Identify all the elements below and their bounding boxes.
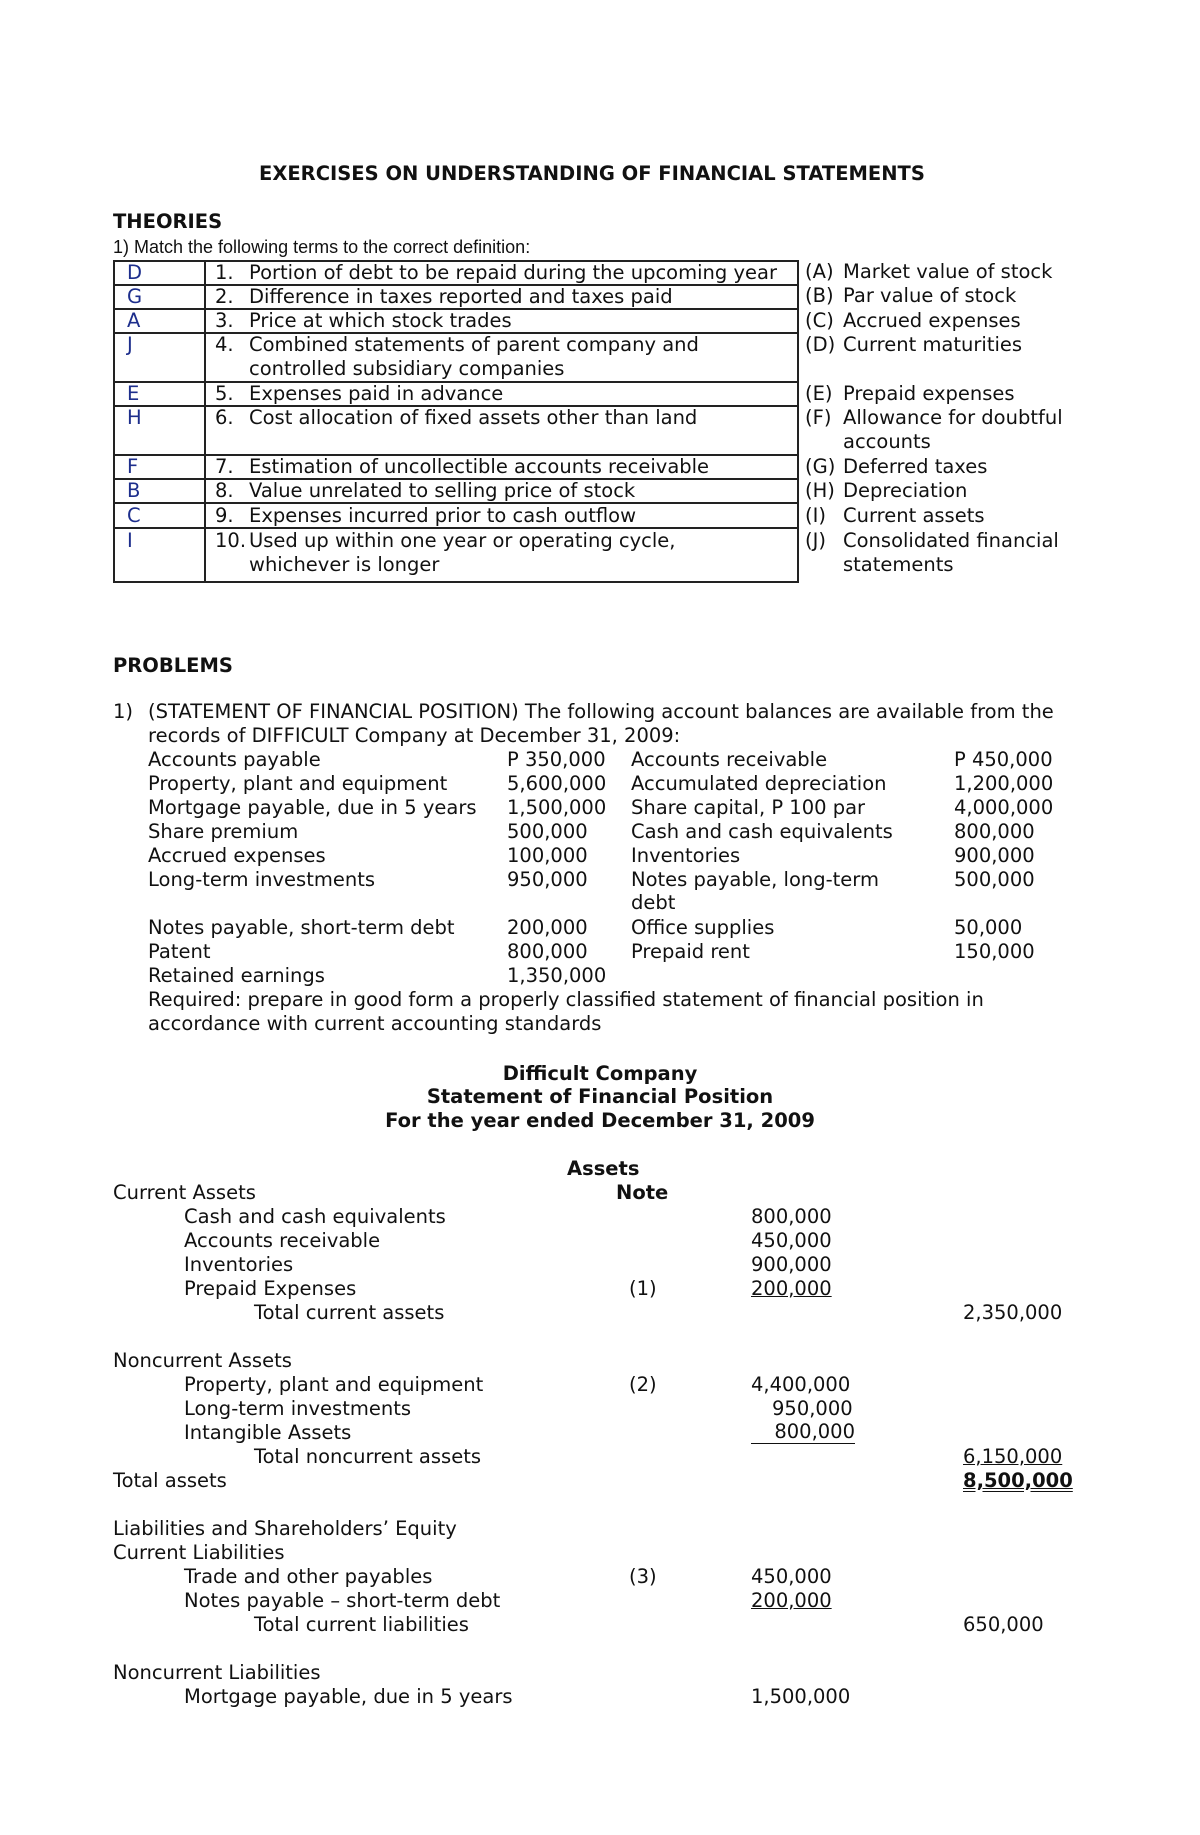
total-current-liabilities-value: 650,000 (963, 1613, 1044, 1636)
account-right-value: 1,200,000 (954, 772, 1054, 795)
account-left-value: 950,000 (507, 868, 588, 891)
option-letter-f: (F) (805, 406, 832, 429)
line-item-name: Intangible Assets (184, 1421, 352, 1444)
account-left-name: Accounts payable (148, 748, 321, 771)
current-liabilities-label: Current Liabilities (113, 1541, 285, 1564)
problem-1-intro-line-2: records of DIFFICULT Company at December 31, 2009: (148, 724, 681, 747)
definition-10-line-1: Used up within one year or operating cycle, (249, 529, 676, 552)
account-right-value: 900,000 (954, 844, 1035, 867)
option-text-f-line-1: Allowance for doubtful (843, 406, 1063, 429)
term-number-8: 8. (215, 479, 234, 502)
option-letter-a: (A) (805, 260, 834, 283)
answer-3: A (127, 309, 141, 332)
total-current-assets-label: Total current assets (254, 1301, 445, 1324)
option-text-b: Par value of stock (843, 284, 1017, 307)
definition-6: Cost allocation of fixed assets other than land (249, 406, 698, 429)
total-current-assets-value: 2,350,000 (963, 1301, 1063, 1324)
line-item-amount: 450,000 (751, 1229, 832, 1252)
account-right-value: 150,000 (954, 940, 1035, 963)
line-item-amount: 450,000 (751, 1565, 832, 1588)
account-left-value: 1,350,000 (507, 964, 607, 987)
account-left-value: 100,000 (507, 844, 588, 867)
account-left-value: 5,600,000 (507, 772, 607, 795)
option-letter-h: (H) (805, 479, 835, 502)
answer-6: H (127, 406, 142, 429)
answer-4: J (127, 333, 133, 356)
line-item-name: Property, plant and equipment (184, 1373, 484, 1396)
definition-1: Portion of debt to be repaid during the upcoming year (249, 261, 777, 284)
line-item-name: Mortgage payable, due in 5 years (184, 1685, 513, 1708)
term-number-5: 5. (215, 382, 234, 405)
current-assets-label: Current Assets (113, 1181, 256, 1204)
line-item-name: Prepaid Expenses (184, 1277, 357, 1300)
total-current-liabilities-label: Total current liabilities (254, 1613, 469, 1636)
account-left-name: Patent (148, 940, 211, 963)
line-item-amount: 950,000 (772, 1397, 853, 1420)
account-right-value: 500,000 (954, 868, 1035, 891)
account-right-value: P 450,000 (954, 748, 1053, 771)
definition-3: Price at which stock trades (249, 309, 512, 332)
required-line-1: Required: prepare in good form a properly classified statement of financial position in (148, 988, 984, 1011)
note-heading: Note (616, 1181, 669, 1204)
term-number-2: 2. (215, 285, 234, 308)
problems-heading: PROBLEMS (113, 654, 233, 677)
account-right-name: debt (631, 891, 676, 914)
line-item-name: Long-term investments (184, 1397, 412, 1420)
option-letter-d: (D) (805, 333, 836, 356)
term-number-9: 9. (215, 504, 234, 527)
answer-7: F (127, 455, 139, 478)
term-number-4: 4. (215, 333, 234, 356)
account-right-name: Accumulated depreciation (631, 772, 887, 795)
line-item-name: Trade and other payables (184, 1565, 433, 1588)
term-number-1: 1. (215, 261, 234, 284)
statement-company: Difficult Company (502, 1062, 698, 1085)
option-letter-c: (C) (805, 309, 834, 332)
account-right-name: Cash and cash equivalents (631, 820, 893, 843)
line-item-amount: 200,000 (751, 1277, 832, 1300)
account-left-value: 1,500,000 (507, 796, 607, 819)
option-text-g: Deferred taxes (843, 455, 988, 478)
account-right-value: 4,000,000 (954, 796, 1054, 819)
theories-instruction: 1) Match the following terms to the correct definition: (113, 237, 531, 257)
noncurrent-liabilities-label: Noncurrent Liabilities (113, 1661, 321, 1684)
option-text-f-line-2: accounts (843, 430, 931, 453)
option-text-e: Prepaid expenses (843, 382, 1015, 405)
account-right-name: Inventories (631, 844, 741, 867)
option-text-d: Current maturities (843, 333, 1023, 356)
account-left-name: Retained earnings (148, 964, 325, 987)
definition-10-line-2: whichever is longer (249, 553, 440, 576)
answer-8: B (127, 479, 141, 502)
line-item-amount: 800,000 (751, 1205, 832, 1228)
problem-1-number: 1) (113, 700, 134, 723)
page-title: EXERCISES ON UNDERSTANDING OF FINANCIAL STATEMENTS (259, 162, 925, 185)
account-left-name: Accrued expenses (148, 844, 326, 867)
term-number-6: 6. (215, 406, 234, 429)
account-right-name: Accounts receivable (631, 748, 828, 771)
definition-2: Difference in taxes reported and taxes paid (249, 285, 673, 308)
line-item-name: Inventories (184, 1253, 294, 1276)
total-noncurrent-assets-label: Total noncurrent assets (254, 1445, 482, 1468)
total-noncurrent-assets-value: 6,150,000 (963, 1445, 1063, 1468)
option-text-j-line-2: statements (843, 553, 954, 576)
definition-8: Value unrelated to selling price of stock (249, 479, 636, 502)
option-letter-i: (I) (805, 504, 826, 527)
definition-7: Estimation of uncollectible accounts receivable (249, 455, 710, 478)
option-text-a: Market value of stock (843, 260, 1053, 283)
term-number-7: 7. (215, 455, 234, 478)
problem-1-intro-line-1: (STATEMENT OF FINANCIAL POSITION) The following account balances are available from the (148, 700, 1054, 723)
account-left-name: Share premium (148, 820, 299, 843)
line-item-note: (1) (629, 1277, 657, 1300)
liabilities-equity-heading: Liabilities and Shareholders’ Equity (113, 1517, 457, 1540)
total-assets-value: 8,500,000 (963, 1469, 1073, 1492)
line-item-amount: 800,000 (751, 1421, 855, 1444)
definition-4-line-1: Combined statements of parent company and (249, 333, 699, 356)
line-item-note: (2) (629, 1373, 657, 1396)
account-left-value: 200,000 (507, 916, 588, 939)
statement-name: Statement of Financial Position (426, 1085, 774, 1108)
definition-9: Expenses incurred prior to cash outflow (249, 504, 637, 527)
account-left-name: Mortgage payable, due in 5 years (148, 796, 477, 819)
account-left-value: 800,000 (507, 940, 588, 963)
theories-heading: THEORIES (113, 210, 223, 233)
definition-4-line-2: controlled subsidiary companies (249, 357, 565, 380)
answer-10: I (127, 529, 133, 552)
answer-5: E (127, 382, 140, 405)
account-left-name: Notes payable, short-term debt (148, 916, 455, 939)
line-item-name: Cash and cash equivalents (184, 1205, 446, 1228)
account-left-value: P 350,000 (507, 748, 606, 771)
term-number-3: 3. (215, 309, 234, 332)
answer-1: D (127, 261, 143, 284)
term-number-10: 10. (215, 529, 247, 552)
account-right-name: Notes payable, long-term (631, 868, 879, 891)
account-right-value: 800,000 (954, 820, 1035, 843)
option-text-j-line-1: Consolidated financial (843, 529, 1059, 552)
line-item-amount: 900,000 (751, 1253, 832, 1276)
matching-table (113, 260, 799, 583)
account-left-name: Long-term investments (148, 868, 376, 891)
answer-9: C (127, 504, 141, 527)
noncurrent-assets-label: Noncurrent Assets (113, 1349, 292, 1372)
line-item-amount: 200,000 (751, 1589, 832, 1612)
option-letter-g: (G) (805, 455, 836, 478)
account-right-value: 50,000 (954, 916, 1023, 939)
option-letter-e: (E) (805, 382, 833, 405)
option-text-i: Current assets (843, 504, 985, 527)
account-right-name: Share capital, P 100 par (631, 796, 866, 819)
line-item-name: Accounts receivable (184, 1229, 381, 1252)
option-text-h: Depreciation (843, 479, 968, 502)
answer-2: G (127, 285, 143, 308)
line-item-note: (3) (629, 1565, 657, 1588)
account-left-value: 500,000 (507, 820, 588, 843)
option-letter-b: (B) (805, 284, 834, 307)
account-left-name: Property, plant and equipment (148, 772, 448, 795)
account-right-name: Prepaid rent (631, 940, 750, 963)
required-line-2: accordance with current accounting standards (148, 1012, 602, 1035)
option-letter-j: (J) (805, 529, 826, 552)
definition-5: Expenses paid in advance (249, 382, 504, 405)
statement-period: For the year ended December 31, 2009 (385, 1109, 815, 1132)
line-item-name: Notes payable – short-term debt (184, 1589, 501, 1612)
total-assets-label: Total assets (113, 1469, 227, 1492)
assets-heading: Assets (567, 1157, 640, 1180)
account-right-name: Office supplies (631, 916, 775, 939)
line-item-amount: 4,400,000 (751, 1373, 851, 1396)
line-item-amount: 1,500,000 (751, 1685, 851, 1708)
option-text-c: Accrued expenses (843, 309, 1021, 332)
